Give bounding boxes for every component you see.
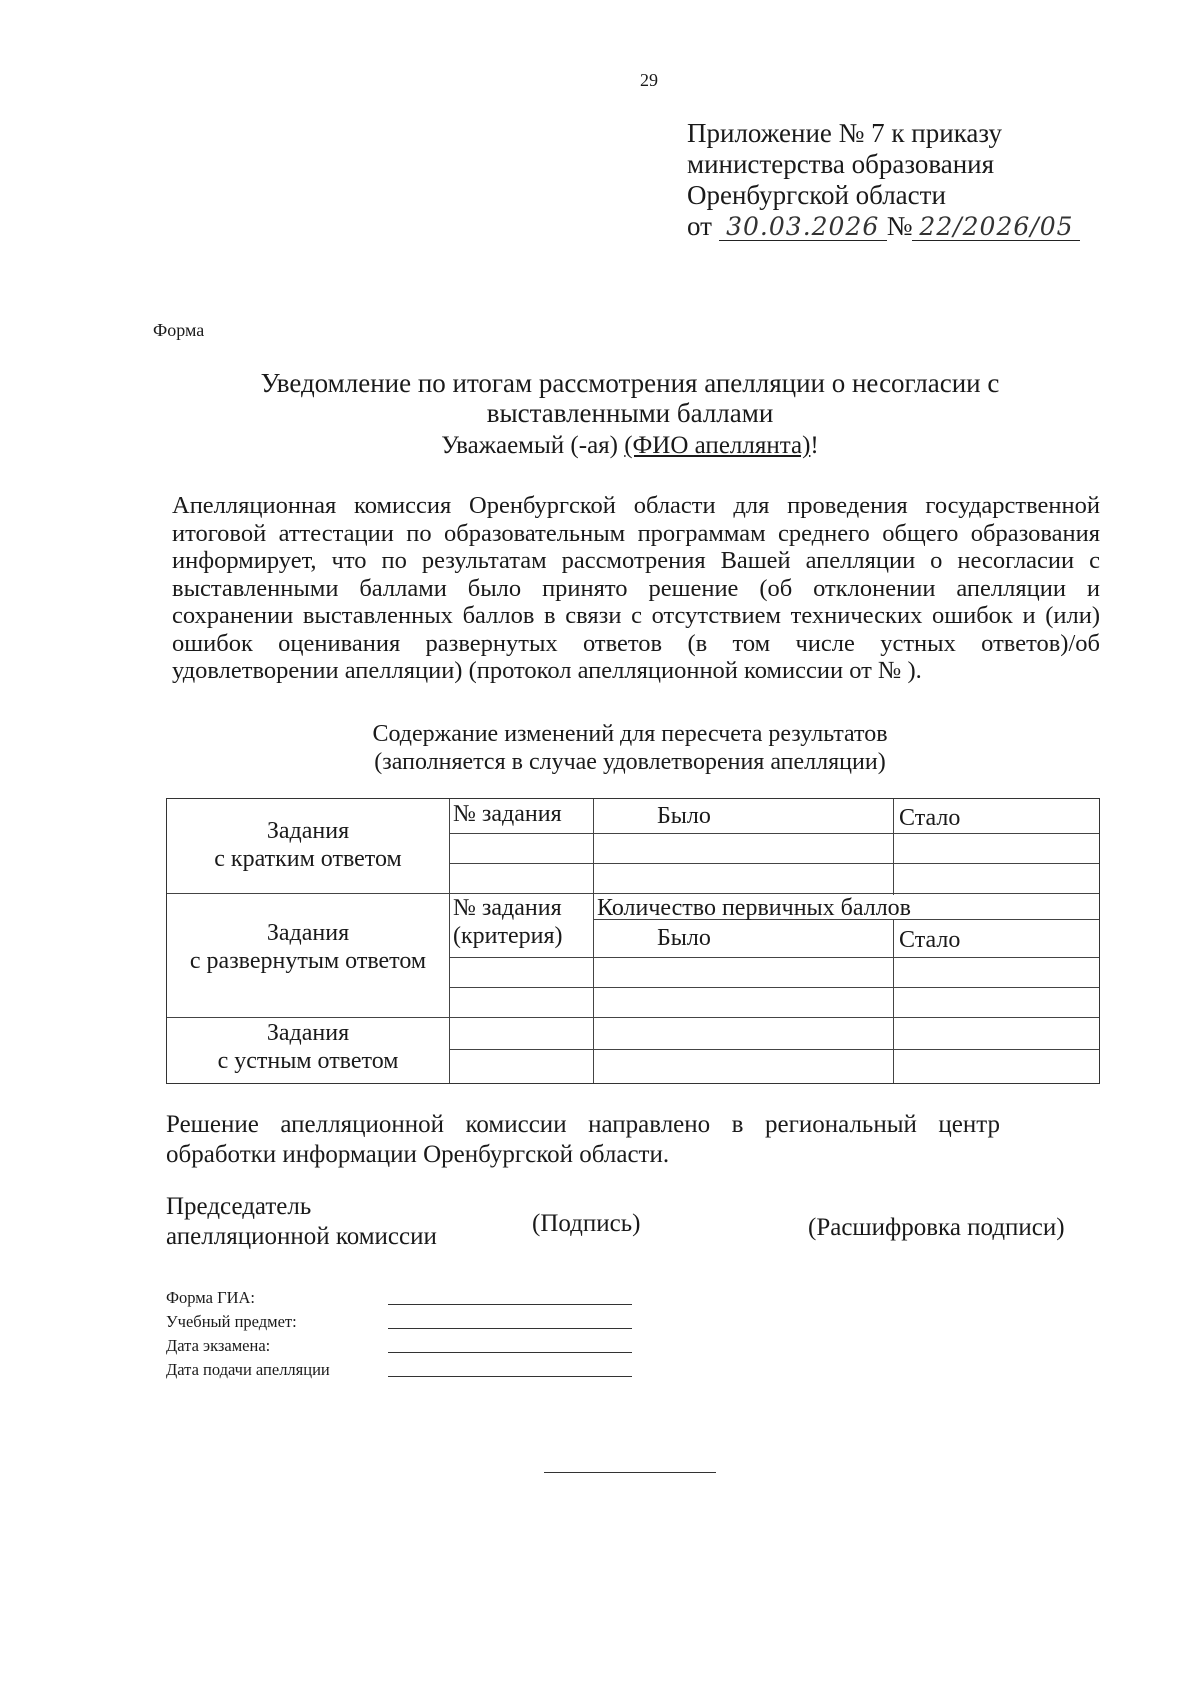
table-divider — [167, 893, 1099, 894]
header-primary-points: Количество первичных баллов — [597, 895, 912, 921]
meta-row — [166, 1286, 636, 1310]
changes-heading-line-2: (заполняется в случае удовлетворения апелляции) — [374, 749, 886, 775]
group-label-line: с развернутым ответом — [189, 948, 427, 974]
changes-heading — [150, 720, 1110, 776]
greeting-prefix: Уважаемый (-ая) — [441, 432, 625, 459]
meta-row — [166, 1334, 636, 1358]
exam-meta-fields — [166, 1286, 636, 1382]
from-label: от — [687, 211, 712, 241]
meta-row — [166, 1358, 636, 1382]
meta-blank-line — [388, 1328, 632, 1329]
group-label-line: с устным ответом — [217, 1048, 399, 1074]
greeting-suffix: ! — [810, 432, 819, 459]
appendix-line-1: Приложение № 7 к приказу — [687, 118, 1002, 148]
table-divider — [449, 799, 450, 1083]
chair-title-line-1: Председатель — [166, 1193, 312, 1220]
table-divider — [449, 957, 1099, 958]
appendix-line-2: министерства образования — [687, 149, 995, 179]
header-task-number-criteria: (критерия) — [453, 923, 563, 949]
table-divider — [893, 919, 894, 1083]
table-divider — [893, 799, 894, 895]
header-task-number-criteria: № задания — [453, 895, 562, 921]
meta-row — [166, 1310, 636, 1334]
document-title — [150, 368, 1110, 428]
table-divider — [449, 987, 1099, 988]
decision-text: Решение апелляционной комиссии направлено в региональный центр обработки информации Оренбургской области. — [166, 1111, 1000, 1168]
table-divider — [449, 863, 1099, 864]
appendix-order-line — [687, 211, 1080, 242]
header-became: Стало — [899, 927, 961, 953]
meta-blank-line — [388, 1376, 632, 1377]
group-label-line: Задания — [266, 920, 350, 946]
page-number: 29 — [640, 70, 658, 90]
form-label: Форма — [153, 320, 205, 340]
group-label-line: Задания — [266, 818, 350, 844]
appellant-name-placeholder: (ФИО апеллянта) — [624, 432, 811, 459]
header-task-number: № задания — [453, 801, 562, 827]
notification-body: Апелляционная комиссия Оренбургской области для проведения государственной итоговой аттестации по образовательным программам среднего общего образования информирует, что по результатам рассмотрения Вашей апелляции о несогласии с выставленными баллами было принято решение (об отклонении апелляции и сохранении выставленных баллов в связи с отсутствием технических ошибок и (или) ошибок оценивания развернутых ответов (в том числе устных ответов)/об удовлетворении апелляции) (протокол апелляционной комиссии от № ). — [172, 492, 1100, 684]
table-divider — [593, 799, 594, 1083]
greeting — [150, 432, 1110, 460]
order-number-handwritten: 22/2026/05 — [912, 213, 1080, 241]
appendix-reference — [687, 118, 1080, 242]
meta-label: Учебный предмет: — [166, 1312, 297, 1331]
table-divider — [449, 1049, 1099, 1050]
number-label: № — [886, 211, 913, 241]
order-date-handwritten: 30.03.2026 — [719, 213, 887, 241]
meta-blank-line — [388, 1352, 632, 1353]
header-became: Стало — [899, 805, 961, 831]
header-was: Было — [657, 803, 711, 829]
group-label-line: Задания — [266, 1020, 350, 1046]
meta-label: Дата экзамена: — [166, 1336, 271, 1355]
row-group-oral-answer — [167, 1019, 449, 1075]
row-group-extended-answer — [167, 919, 449, 975]
chair-title — [166, 1192, 437, 1252]
table-divider — [449, 833, 1099, 834]
appendix-line-3: Оренбургской области — [687, 180, 946, 210]
chair-title-line-2: апелляционной комиссии — [166, 1223, 437, 1250]
meta-label: Форма ГИА: — [166, 1288, 256, 1307]
table-divider — [167, 1017, 1099, 1018]
footer-rule — [544, 1472, 716, 1473]
changes-table — [166, 798, 1100, 1084]
meta-label: Дата подачи апелляции — [166, 1360, 330, 1379]
changes-heading-line-1: Содержание изменений для пересчета результатов — [372, 721, 888, 747]
header-was: Было — [657, 925, 711, 951]
signature-label: (Подпись) — [532, 1210, 641, 1237]
signature-decryption-label: (Расшифровка подписи) — [808, 1214, 1065, 1241]
title-line-2: выставленными баллами — [486, 398, 774, 428]
meta-blank-line — [388, 1304, 632, 1305]
title-line-1: Уведомление по итогам рассмотрения апелляции о несогласии с — [260, 368, 1000, 398]
group-label-line: с кратким ответом — [214, 846, 402, 872]
row-group-short-answer — [167, 817, 449, 873]
